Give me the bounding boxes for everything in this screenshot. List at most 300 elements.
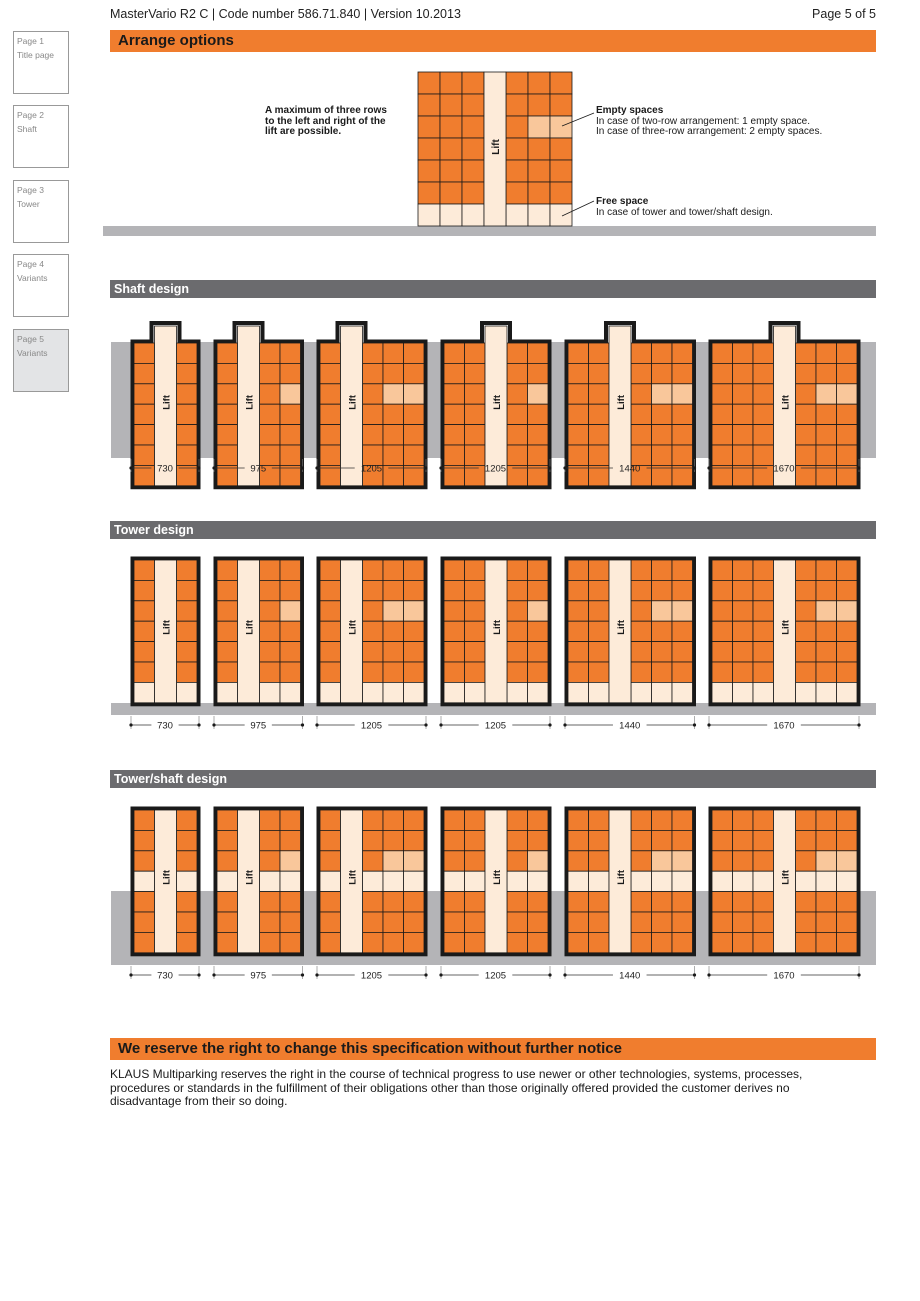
parking-space — [134, 465, 155, 485]
empty-space — [816, 601, 837, 621]
dimension-dot — [707, 466, 710, 469]
parking-space — [816, 642, 837, 662]
parking-space — [733, 810, 754, 830]
parking-space — [672, 425, 693, 445]
width-dimension — [707, 716, 860, 732]
parking-space — [712, 851, 733, 871]
parking-space — [733, 363, 754, 383]
dimension-dot — [548, 973, 551, 976]
parking-space — [465, 343, 486, 363]
parking-space — [568, 932, 589, 952]
lift-label: Lift — [780, 870, 792, 885]
width-label: 730 — [157, 970, 173, 982]
parking-space — [465, 851, 486, 871]
parking-space — [652, 642, 673, 662]
parking-space — [177, 851, 198, 871]
parking-space — [217, 851, 238, 871]
parking-space — [465, 912, 486, 932]
free-space — [631, 871, 652, 891]
parking-space — [753, 662, 774, 682]
parking-space — [528, 363, 549, 383]
lift-label: Lift — [161, 870, 173, 885]
parking-space — [444, 662, 465, 682]
parking-space — [528, 560, 549, 580]
parking-space — [796, 810, 817, 830]
parking-space — [363, 425, 384, 445]
lift-label: Lift — [161, 395, 173, 410]
parking-space — [568, 363, 589, 383]
parking-space — [672, 621, 693, 641]
free-space — [383, 871, 404, 891]
parking-space — [280, 830, 301, 850]
width-label: 975 — [250, 970, 267, 982]
parking-space — [837, 363, 858, 383]
width-label: 1670 — [773, 970, 795, 982]
parking-space — [217, 425, 238, 445]
parking-space — [672, 810, 693, 830]
parking-space — [631, 912, 652, 932]
dimension-dot — [439, 466, 442, 469]
parking-space — [712, 580, 733, 600]
parking-space — [363, 363, 384, 383]
parking-space — [404, 642, 425, 662]
parking-space — [753, 851, 774, 871]
parking-space — [753, 932, 774, 952]
parking-space — [672, 662, 693, 682]
shaft-design-title: Shaft design — [114, 282, 190, 296]
page-indicator: Page 5 of 5 — [812, 7, 876, 21]
parking-space — [260, 932, 281, 952]
free-space — [260, 682, 281, 702]
parking-space — [320, 662, 341, 682]
parking-space — [672, 560, 693, 580]
parking-space — [280, 445, 301, 465]
parking-space — [260, 662, 281, 682]
free-space — [444, 871, 465, 891]
free-space — [672, 871, 693, 891]
parking-space — [465, 445, 486, 465]
width-label: 1440 — [619, 970, 641, 982]
parking-space — [589, 830, 610, 850]
parking-space — [631, 560, 652, 580]
parking-space — [363, 912, 384, 932]
width-label: 1205 — [484, 970, 507, 982]
dimension-dot — [315, 723, 318, 726]
free-space — [753, 871, 774, 891]
parking-space — [712, 343, 733, 363]
free-space — [134, 682, 155, 702]
parking-space — [444, 465, 465, 485]
parking-space — [631, 932, 652, 952]
parking-space — [672, 580, 693, 600]
parking-space — [753, 343, 774, 363]
parking-space — [465, 404, 486, 424]
parking-space — [404, 445, 425, 465]
dimension-dot — [693, 723, 696, 726]
towershaft-variant-1205 — [439, 809, 551, 982]
parking-space — [320, 892, 341, 912]
parking-space — [404, 892, 425, 912]
parking-space — [507, 363, 528, 383]
free-space-line: In case of tower and tower/shaft design. — [596, 206, 773, 218]
parking-space — [816, 892, 837, 912]
parking-space — [404, 830, 425, 850]
dimension-dot — [857, 973, 860, 976]
width-dimension — [212, 716, 304, 732]
parking-space — [507, 580, 528, 600]
parking-space — [383, 343, 404, 363]
parking-space — [465, 662, 486, 682]
towershaft-variant-730 — [129, 809, 200, 982]
parking-space — [320, 580, 341, 600]
width-dimension — [129, 716, 200, 732]
parking-space — [631, 642, 652, 662]
parking-space — [217, 830, 238, 850]
parking-space — [589, 384, 610, 404]
parking-space — [528, 912, 549, 932]
lift-label: Lift — [491, 139, 502, 155]
dimension-dot — [693, 466, 696, 469]
parking-space — [837, 810, 858, 830]
free-space — [796, 871, 817, 891]
parking-space — [528, 642, 549, 662]
parking-space — [177, 662, 198, 682]
parking-space — [837, 830, 858, 850]
parking-space — [177, 465, 198, 485]
parking-space — [363, 621, 384, 641]
width-label: 1670 — [773, 720, 795, 732]
dimension-dot — [197, 466, 200, 469]
free-space — [280, 871, 301, 891]
parking-space — [363, 810, 384, 830]
parking-space — [404, 560, 425, 580]
parking-space — [217, 662, 238, 682]
parking-space — [589, 445, 610, 465]
parking-space — [320, 384, 341, 404]
parking-space — [712, 932, 733, 952]
parking-space — [733, 932, 754, 952]
parking-space — [507, 425, 528, 445]
parking-space — [134, 642, 155, 662]
parking-space — [672, 404, 693, 424]
parking-space — [465, 560, 486, 580]
free-space — [363, 682, 384, 702]
free-space — [507, 871, 528, 891]
shaft-variant-1205 — [315, 323, 427, 487]
parking-space — [444, 343, 465, 363]
parking-space — [465, 642, 486, 662]
parking-space — [652, 932, 673, 952]
parking-space — [568, 404, 589, 424]
parking-space — [465, 363, 486, 383]
width-label: 1205 — [484, 720, 507, 732]
free-space — [837, 871, 858, 891]
empty-space — [404, 851, 425, 871]
rows-note-line: A maximum of three rows — [265, 105, 387, 116]
parking-space — [134, 343, 155, 363]
parking-space — [444, 425, 465, 445]
parking-space — [280, 892, 301, 912]
parking-space — [652, 425, 673, 445]
lift-label: Lift — [780, 620, 792, 635]
parking-space — [528, 830, 549, 850]
free-space — [465, 682, 486, 702]
parking-space — [733, 560, 754, 580]
empty-space — [652, 384, 673, 404]
notice-text: KLAUS Multiparking reserves the right in the course of technical progress to use newer or other technologies, systems, processes, procedures or standards in the fulfillment of their obligations other than those originally offered provided the customer derives no disadvantage from their so doing. — [110, 1067, 803, 1108]
parking-space — [134, 404, 155, 424]
document-info: MasterVario R2 C | Code number 586.71.840 | Version 10.2013 — [110, 7, 461, 21]
parking-space — [280, 580, 301, 600]
parking-space — [404, 912, 425, 932]
parking-space — [753, 642, 774, 662]
parking-space — [631, 830, 652, 850]
empty-space — [280, 601, 301, 621]
parking-space — [383, 932, 404, 952]
parking-space — [753, 601, 774, 621]
parking-space — [816, 932, 837, 952]
parking-space — [363, 932, 384, 952]
free-space — [796, 682, 817, 702]
width-dimension — [315, 966, 427, 982]
free-space — [528, 682, 549, 702]
parking-space — [753, 580, 774, 600]
nav-page-title: Variants — [17, 273, 48, 283]
parking-space — [383, 642, 404, 662]
parking-space — [712, 465, 733, 485]
parking-space — [217, 932, 238, 952]
parking-space — [589, 425, 610, 445]
parking-space — [134, 363, 155, 383]
parking-space — [363, 445, 384, 465]
parking-space — [631, 601, 652, 621]
parking-space — [363, 560, 384, 580]
parking-space — [320, 560, 341, 580]
parking-space — [733, 601, 754, 621]
nav-page-title: Tower — [17, 199, 40, 209]
parking-space — [672, 932, 693, 952]
parking-space — [753, 830, 774, 850]
parking-space — [816, 621, 837, 641]
towershaft-variant-1670 — [707, 809, 860, 982]
parking-space — [404, 621, 425, 641]
parking-space — [134, 810, 155, 830]
parking-space — [134, 621, 155, 641]
parking-space — [507, 892, 528, 912]
parking-space — [631, 851, 652, 871]
parking-space — [217, 465, 238, 485]
parking-space — [837, 343, 858, 363]
tower-variant-1205 — [439, 559, 551, 732]
empty-space — [280, 384, 301, 404]
parking-space — [444, 363, 465, 383]
parking-space — [672, 363, 693, 383]
parking-space — [320, 932, 341, 952]
parking-space — [320, 810, 341, 830]
parking-space — [568, 830, 589, 850]
dimension-dot — [563, 973, 566, 976]
parking-space — [383, 560, 404, 580]
parking-space — [733, 912, 754, 932]
parking-space — [177, 445, 198, 465]
parking-space — [568, 621, 589, 641]
lift-label: Lift — [244, 620, 256, 635]
parking-space — [631, 445, 652, 465]
parking-space — [507, 404, 528, 424]
width-label: 1440 — [619, 720, 641, 732]
parking-space — [568, 662, 589, 682]
parking-space — [320, 601, 341, 621]
dimension-dot — [197, 973, 200, 976]
lift-label: Lift — [244, 395, 256, 410]
parking-space — [507, 384, 528, 404]
nav-page-number: Page 2 — [17, 110, 44, 120]
parking-space — [631, 404, 652, 424]
free-space — [320, 871, 341, 891]
parking-space — [280, 621, 301, 641]
parking-space — [404, 662, 425, 682]
dimension-dot — [857, 466, 860, 469]
parking-space — [712, 363, 733, 383]
parking-space — [444, 932, 465, 952]
parking-space — [568, 425, 589, 445]
parking-space — [589, 580, 610, 600]
parking-space — [320, 363, 341, 383]
parking-space — [260, 404, 281, 424]
free-space — [816, 682, 837, 702]
parking-space — [465, 810, 486, 830]
parking-space — [280, 425, 301, 445]
parking-space — [280, 912, 301, 932]
parking-space — [652, 912, 673, 932]
parking-space — [280, 560, 301, 580]
parking-space — [796, 363, 817, 383]
free-space — [712, 682, 733, 702]
nav-page-title: Variants — [17, 348, 48, 358]
parking-space — [733, 830, 754, 850]
parking-space — [589, 892, 610, 912]
empty-spaces-line: In case of three-row arrangement: 2 empty spaces. — [596, 126, 823, 137]
parking-space — [134, 912, 155, 932]
parking-space — [568, 892, 589, 912]
nav-page-number: Page 3 — [17, 185, 44, 195]
width-label: 1205 — [360, 463, 383, 475]
width-label: 730 — [157, 720, 173, 732]
lift-label: Lift — [161, 620, 173, 635]
lift-label: Lift — [347, 620, 359, 635]
parking-space — [260, 601, 281, 621]
parking-space — [363, 601, 384, 621]
parking-space — [260, 642, 281, 662]
parking-space — [507, 621, 528, 641]
tower-variant-1440 — [563, 559, 696, 732]
parking-space — [753, 892, 774, 912]
parking-space — [465, 621, 486, 641]
parking-space — [465, 892, 486, 912]
dimension-dot — [563, 723, 566, 726]
arrange-options-title: Arrange options — [118, 32, 234, 49]
parking-space — [465, 580, 486, 600]
parking-space — [363, 343, 384, 363]
parking-space — [816, 465, 837, 485]
dimension-dot — [197, 723, 200, 726]
parking-space — [796, 445, 817, 465]
parking-space — [280, 662, 301, 682]
width-dimension — [563, 716, 696, 732]
parking-space — [753, 363, 774, 383]
parking-space — [652, 445, 673, 465]
parking-space — [383, 892, 404, 912]
empty-space — [837, 851, 858, 871]
parking-space — [733, 662, 754, 682]
free-space — [712, 871, 733, 891]
parking-space — [733, 892, 754, 912]
parking-space — [712, 384, 733, 404]
empty-spaces-line: In case of two-row arrangement: 1 empty space. — [596, 115, 810, 127]
parking-space — [404, 343, 425, 363]
parking-space — [507, 601, 528, 621]
parking-space — [260, 892, 281, 912]
parking-space — [177, 601, 198, 621]
parking-space — [568, 384, 589, 404]
rows-note-line: to the left and right of the — [265, 115, 386, 127]
shaft-variant-730 — [129, 323, 200, 487]
dimension-dot — [301, 723, 304, 726]
dimension-dot — [301, 973, 304, 976]
parking-space — [217, 601, 238, 621]
parking-space — [652, 892, 673, 912]
parking-space — [280, 343, 301, 363]
parking-space — [260, 560, 281, 580]
free-space — [383, 682, 404, 702]
parking-space — [753, 560, 774, 580]
free-space — [733, 682, 754, 702]
parking-space — [507, 851, 528, 871]
parking-space — [507, 343, 528, 363]
free-space — [589, 871, 610, 891]
parking-space — [404, 580, 425, 600]
parking-space — [444, 830, 465, 850]
empty-space — [652, 851, 673, 871]
parking-space — [631, 343, 652, 363]
shaft-variant-1670 — [707, 323, 860, 487]
width-label: 975 — [250, 463, 267, 475]
parking-space — [796, 404, 817, 424]
parking-space — [712, 445, 733, 465]
parking-space — [837, 912, 858, 932]
lift-label: Lift — [492, 395, 503, 410]
parking-space — [363, 662, 384, 682]
parking-space — [134, 580, 155, 600]
parking-space — [507, 642, 528, 662]
parking-space — [217, 560, 238, 580]
lift-label: Lift — [780, 395, 792, 410]
parking-space — [712, 810, 733, 830]
parking-space — [404, 465, 425, 485]
parking-space — [672, 912, 693, 932]
parking-space — [217, 363, 238, 383]
parking-space — [507, 465, 528, 485]
dimension-dot — [439, 723, 442, 726]
parking-space — [217, 404, 238, 424]
nav-page-number: Page 1 — [17, 36, 44, 46]
parking-space — [177, 580, 198, 600]
free-space — [217, 871, 238, 891]
parking-space — [837, 465, 858, 485]
width-label: 1670 — [773, 463, 795, 475]
lift-label: Lift — [492, 870, 503, 885]
parking-space — [652, 560, 673, 580]
